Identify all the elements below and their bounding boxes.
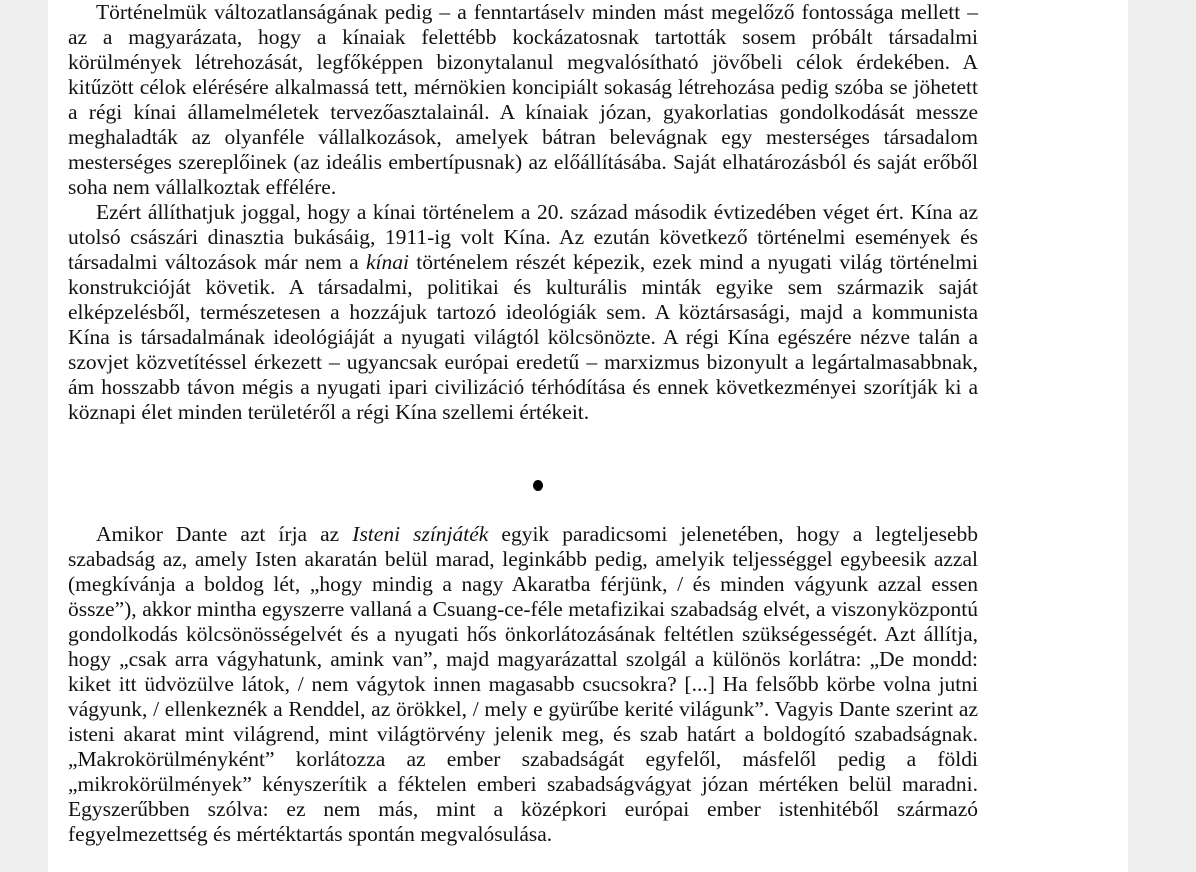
italic-title: Isteni színjáték <box>352 522 489 546</box>
text-section-1 <box>68 0 978 425</box>
paragraph-text: egyik paradicsomi jelenetében, hogy a legteljesebb szabadság az, amely Isten akaratán belül marad, leginkább pedig, amelyik teljességgel egybeesik azzal (megkívánja a boldog lét, „hogy mindig a nagy Akaratba férjünk, / és minden vágyunk azzal essen össze”), akkor mintha egyszerre vallaná a Csuang-ce-féle metafizikai szabadság elvét, a viszonyközpontú gondolkodás kölcsönösségelvét és a nyugati hős önkorlátozásának feltétlen szükségességét. Azt állítja, hogy „csak arra vágyhatunk, amink van”, majd magyarázattal szolgál a különös korlátra: „De mondd: kiket itt üdvözülve látok, / nem vágytok innen magasabb csucsokra? [...] Ha felsőbb körbe volna jutni vágyunk, / ellenkeznék a Renddel, az örökkel, / mely e gyürűbe kerité világunk”. Vagyis Dante szerint az isteni akarat mint világrend, mint világtörvény jelenik meg, és szab határt a boldogító szabadságnak. „Makrokörülményként” korlátozza az ember szabadságát egyfelől, másfelől pedig a földi „mikrokörülmények” kényszerítik a féktelen emberi szabadságvágyat józan mértéken belül maradni. Egyszerűbben szólva: ez nem más, mint a középkori európai ember istenhitéből származó fegyelmezettség és mértéktartás spontán megvalósulása. <box>68 522 978 846</box>
paragraph-text: Ezért állíthatjuk joggal, hogy a kínai történelem a 20. század második évtizedében véget ért. Kína az utolsó császári dinasztia bukásáig, 1911-ig volt Kína. Az ezután következő történelmi események és társadalmi változások már nem a <box>68 200 978 274</box>
paragraph <box>68 522 978 847</box>
section-separator-dot <box>533 480 543 491</box>
paragraph <box>68 200 978 425</box>
document-page <box>48 0 1128 872</box>
paragraph-text: Amikor Dante azt írja az <box>96 522 353 546</box>
text-section-2 <box>68 522 978 847</box>
italic-word: kínai <box>366 250 409 274</box>
paragraph-text: történelem részét képezik, ezek mind a nyugati világ történelmi konstrukcióját követik. A társadalmi, politikai és kulturális minták egyike sem származik saját elképzelésből, természetesen a hozzájuk tartozó ideológiák sem. A köztársasági, majd a kommunista Kína is társadalmának ideológiáját a nyugati világtól kölcsönözte. A régi Kína egészére nézve talán a szovjet közvetítéssel érkezett – ugyancsak európai eredetű – marxizmus bizonyult a legártalmasabbnak, ám hosszabb távon mégis a nyugati ipari civilizáció térhódítása és ennek következményei szorítják ki a köznapi élet minden területéről a régi Kína szellemi értékeit. <box>68 250 978 424</box>
paragraph: Történelmük változatlanságának pedig – a fenntartáselv minden mást megelőző fontossága mellett – az a magyarázata, hogy a kínaiak felettébb kockázatosnak tartották sosem próbált társadalmi körülmények létrehozását, legfőképpen bizonytalanul megvalósítható jövőbeli célok érdekében. A kitűzött célok elérésére alkalmassá tett, mérnökien koncipiált sokaság létrehozása pedig szóba se jöhetett a régi kínai államelméletek tervezőasztalainál. A kínaiak józan, gyakorlatias gondolkodását messze meghaladták az olyanféle vállalkozások, amelyek bátran belevágnak egy mesterséges társadalom mesterséges szereplőinek (az ideális embertípusnak) az előállításába. Saját elhatározásból és saját erőből soha nem vállalkoztak effélére. <box>68 0 978 199</box>
